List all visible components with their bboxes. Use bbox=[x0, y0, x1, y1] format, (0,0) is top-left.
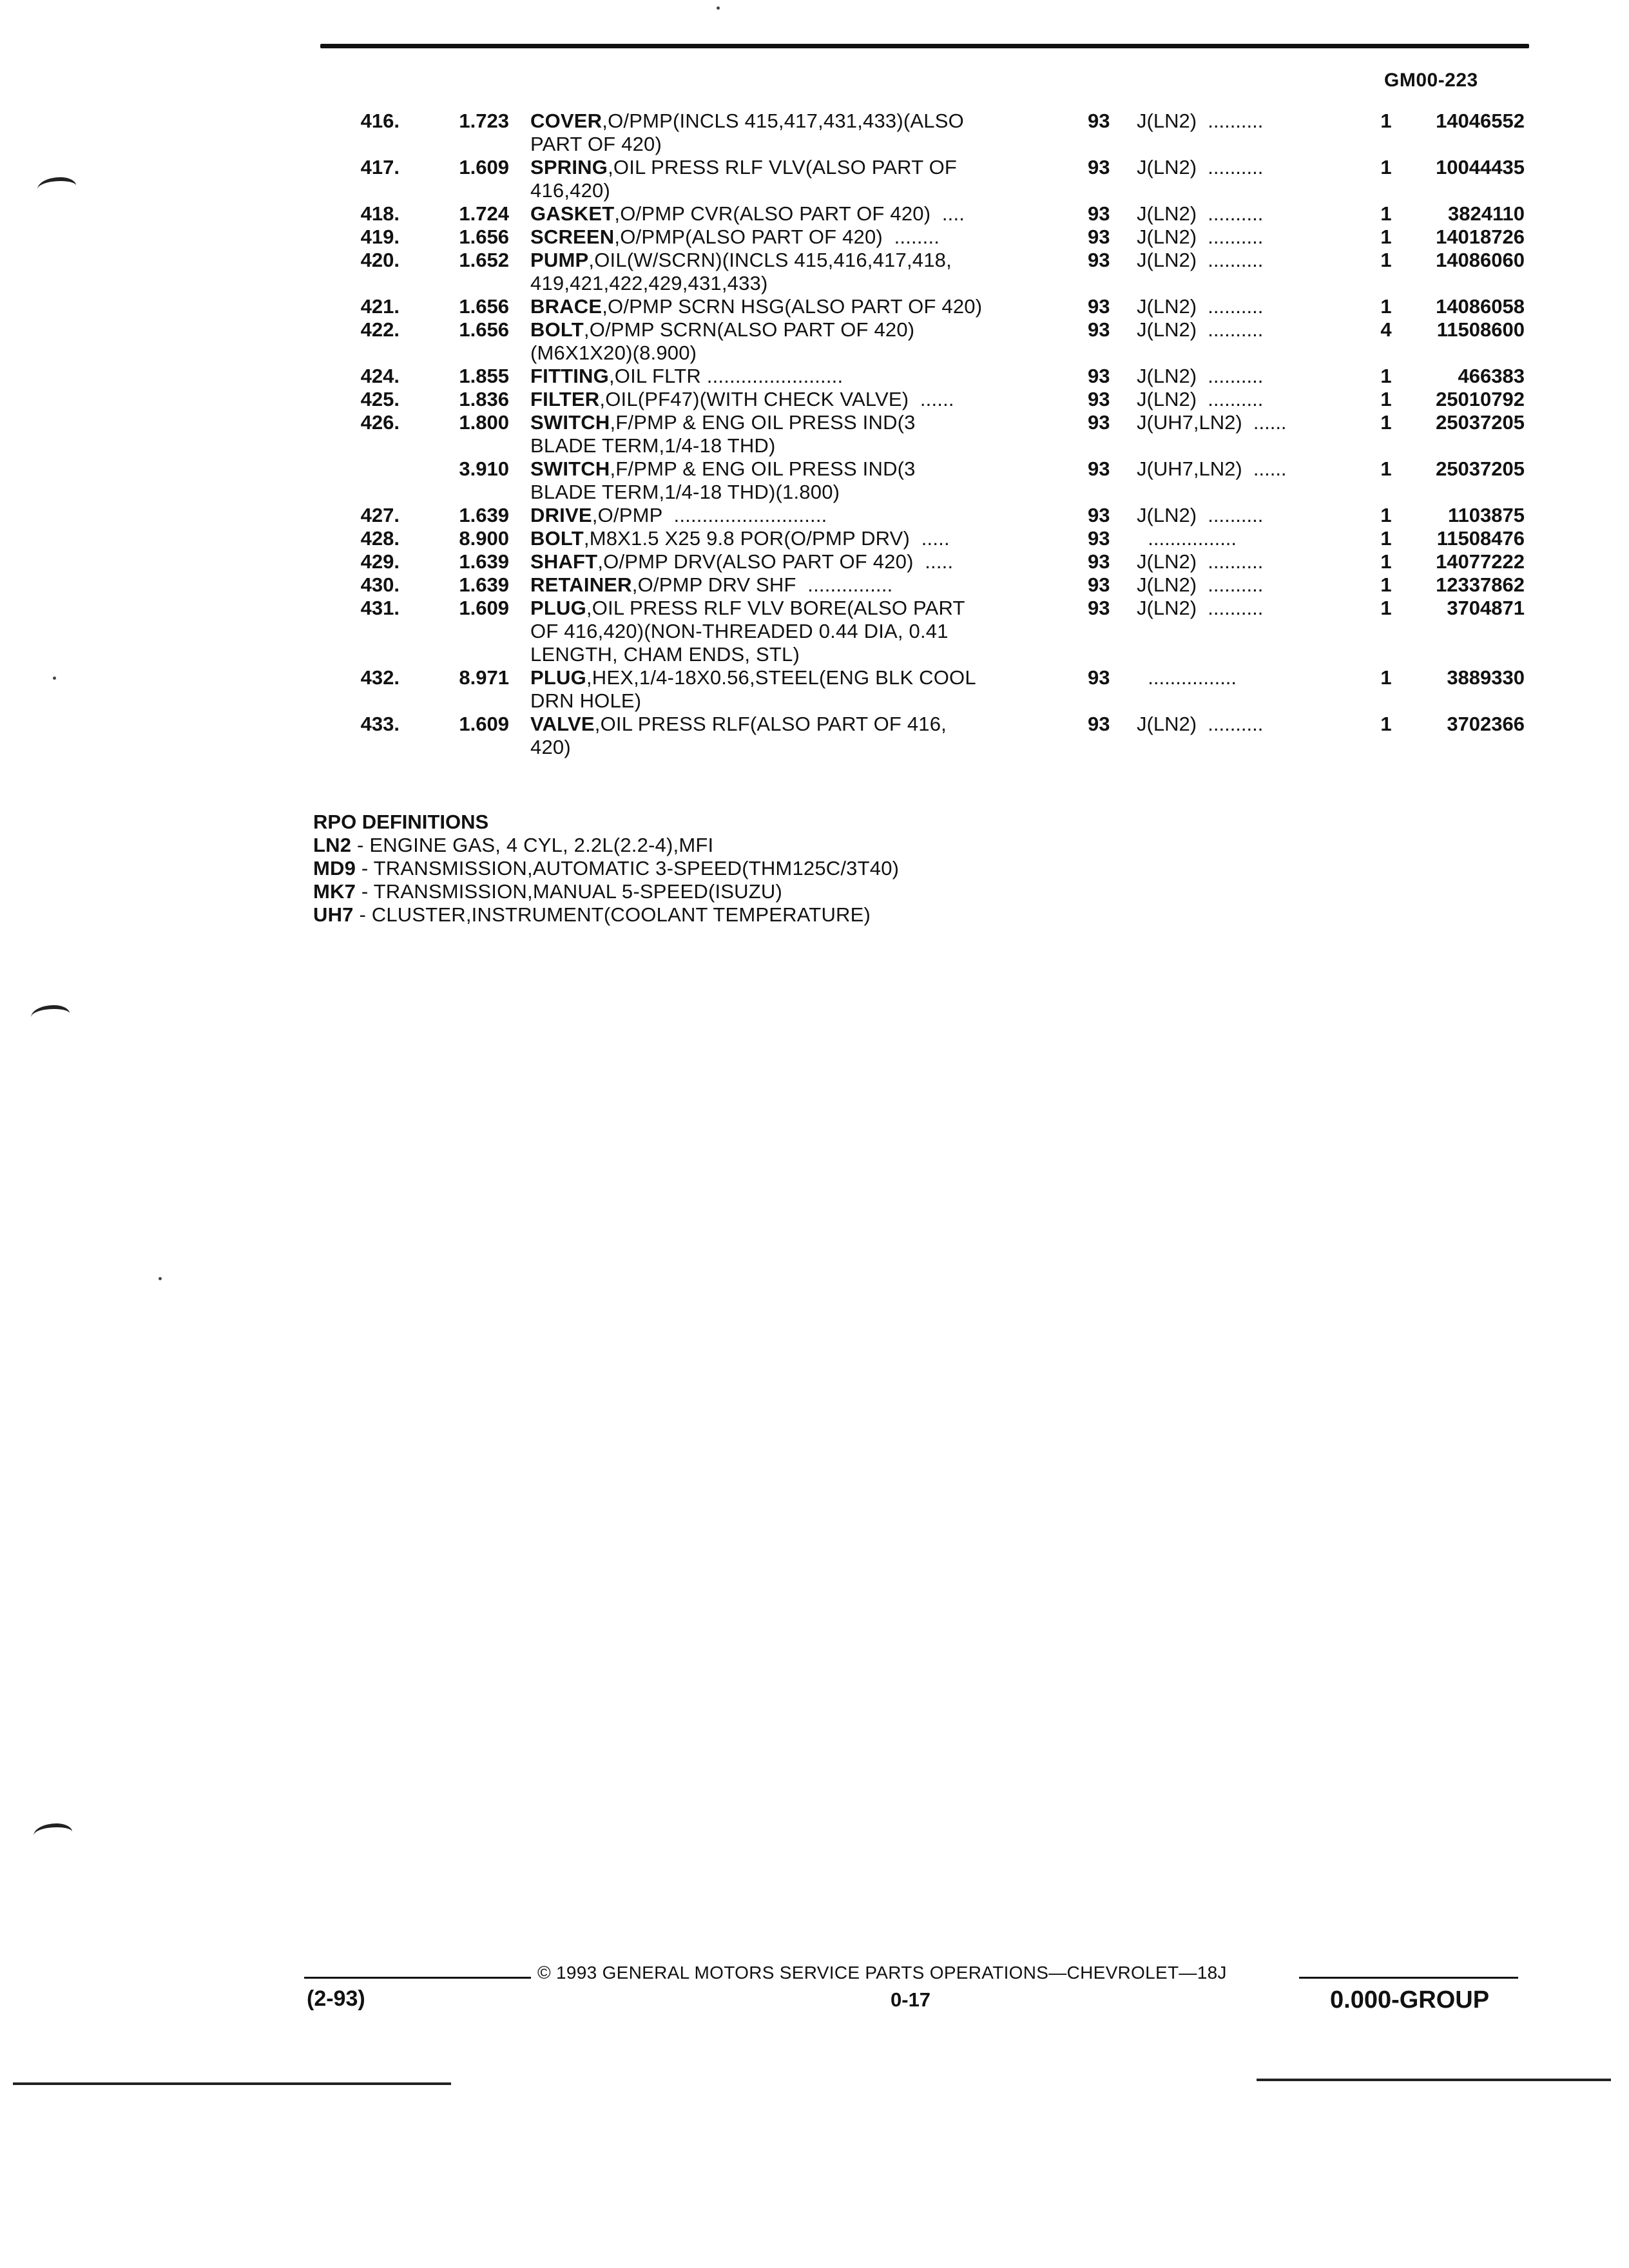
part-ref: 425. bbox=[360, 388, 400, 410]
part-description bbox=[530, 550, 1059, 573]
part-group: 1.639 bbox=[459, 550, 509, 573]
part-qty: 1 bbox=[1380, 666, 1392, 689]
part-group: 1.656 bbox=[459, 226, 509, 248]
part-description bbox=[530, 504, 1059, 527]
part-description bbox=[530, 202, 1059, 226]
rpo-code: UH7 bbox=[313, 903, 354, 926]
rpo-item bbox=[313, 880, 899, 903]
part-qty: 1 bbox=[1380, 156, 1392, 178]
part-application: J(UH7,LN2) ...... bbox=[1137, 457, 1287, 480]
part-year: 93 bbox=[1088, 202, 1110, 225]
part-qty: 1 bbox=[1380, 365, 1392, 387]
part-name: COVER bbox=[530, 110, 602, 132]
rpo-list bbox=[313, 834, 899, 927]
part-application: J(LN2) .......... bbox=[1137, 226, 1264, 248]
part-row bbox=[0, 110, 1629, 156]
part-application: J(LN2) .......... bbox=[1137, 388, 1264, 410]
part-application: J(LN2) .......... bbox=[1137, 573, 1264, 596]
part-year: 93 bbox=[1088, 666, 1110, 689]
part-application: J(LN2) .......... bbox=[1137, 713, 1264, 735]
rpo-definitions bbox=[313, 811, 899, 927]
parts-table bbox=[0, 110, 1629, 759]
part-name: GASKET bbox=[530, 202, 615, 225]
part-name: FILTER bbox=[530, 388, 600, 410]
part-name: VALVE bbox=[530, 713, 595, 735]
part-description bbox=[530, 597, 1059, 666]
page-id: GM00-223 bbox=[1384, 70, 1478, 91]
part-number: 3824110 bbox=[1448, 202, 1525, 225]
part-ref: 426. bbox=[360, 411, 400, 434]
part-description bbox=[530, 365, 1059, 388]
part-number: 14086058 bbox=[1436, 295, 1525, 318]
part-qty: 1 bbox=[1380, 411, 1392, 434]
part-name: SCREEN bbox=[530, 226, 615, 248]
part-application: J(LN2) .......... bbox=[1137, 295, 1264, 318]
part-year: 93 bbox=[1088, 504, 1110, 526]
part-detail: ,OIL(PF47)(WITH CHECK VALVE) ...... bbox=[599, 388, 954, 410]
issue-date: (2-93) bbox=[307, 1986, 365, 2011]
part-ref: 427. bbox=[360, 504, 400, 526]
part-ref: 422. bbox=[360, 318, 400, 341]
part-row bbox=[0, 226, 1629, 249]
part-qty: 1 bbox=[1380, 249, 1392, 271]
part-group: 1.800 bbox=[459, 411, 509, 434]
part-number: 14018726 bbox=[1436, 226, 1525, 248]
part-group: 1.609 bbox=[459, 713, 509, 735]
part-ref: 416. bbox=[360, 110, 400, 132]
part-year: 93 bbox=[1088, 550, 1110, 573]
part-qty: 1 bbox=[1380, 202, 1392, 225]
part-group: 1.639 bbox=[459, 573, 509, 596]
part-application: J(LN2) .......... bbox=[1137, 318, 1264, 341]
part-detail: ,O/PMP DRV SHF ............... bbox=[631, 573, 893, 596]
part-number: 1103875 bbox=[1448, 504, 1525, 526]
part-detail: ,OIL FLTR ........................ bbox=[608, 365, 843, 387]
part-description bbox=[530, 318, 1059, 365]
part-detail: ,O/PMP(INCLS 415,417,431,433)(ALSO PART OF 420) bbox=[530, 110, 964, 155]
part-qty: 1 bbox=[1380, 457, 1392, 480]
part-group: 1.609 bbox=[459, 597, 509, 619]
part-name: RETAINER bbox=[530, 573, 632, 596]
part-detail: ,OIL PRESS RLF VLV(ALSO PART OF 416,420) bbox=[530, 156, 958, 202]
part-name: DRIVE bbox=[530, 504, 592, 526]
part-application: J(LN2) .......... bbox=[1137, 249, 1264, 271]
part-description bbox=[530, 156, 1059, 202]
footer-rule-right bbox=[1299, 1977, 1518, 1979]
part-application: ................ bbox=[1137, 527, 1237, 550]
part-row bbox=[0, 527, 1629, 550]
part-ref: 429. bbox=[360, 550, 400, 573]
rpo-item bbox=[313, 834, 899, 857]
rpo-code: LN2 bbox=[313, 834, 352, 856]
part-application: ................ bbox=[1137, 666, 1237, 689]
part-number: 3704871 bbox=[1447, 597, 1525, 619]
part-detail: ,F/PMP & ENG OIL PRESS IND(3 BLADE TERM,1/4-18 THD)(1.800) bbox=[530, 457, 916, 503]
part-ref: 424. bbox=[360, 365, 400, 387]
rpo-item bbox=[313, 857, 899, 880]
part-detail: ,HEX,1/4-18X0.56,STEEL(ENG BLK COOL DRN HOLE) bbox=[530, 666, 976, 712]
part-application: J(UH7,LN2) ...... bbox=[1137, 411, 1287, 434]
part-year: 93 bbox=[1088, 318, 1110, 341]
part-ref: 432. bbox=[360, 666, 400, 689]
part-number: 25010792 bbox=[1436, 388, 1525, 410]
part-name: SWITCH bbox=[530, 457, 610, 480]
part-group: 1.724 bbox=[459, 202, 509, 225]
rpo-text: - TRANSMISSION,AUTOMATIC 3-SPEED(THM125C/3T40) bbox=[356, 857, 900, 879]
part-number: 25037205 bbox=[1436, 411, 1525, 434]
part-row bbox=[0, 666, 1629, 713]
part-application: J(LN2) .......... bbox=[1137, 550, 1264, 573]
part-detail: ,F/PMP & ENG OIL PRESS IND(3 BLADE TERM,1/4-18 THD) bbox=[530, 411, 916, 457]
part-group: 1.836 bbox=[459, 388, 509, 410]
part-description bbox=[530, 110, 1059, 156]
part-row bbox=[0, 202, 1629, 226]
part-detail: ,OIL PRESS RLF VLV BORE(ALSO PART OF 416,420)(NON-THREADED 0.44 DIA, 0.41 LENGTH, CHAM ENDS, STL) bbox=[530, 597, 965, 666]
part-description bbox=[530, 527, 1059, 550]
rpo-text: - TRANSMISSION,MANUAL 5-SPEED(ISUZU) bbox=[356, 880, 782, 903]
part-year: 93 bbox=[1088, 411, 1110, 434]
rpo-code: MD9 bbox=[313, 857, 356, 879]
part-name: BOLT bbox=[530, 318, 584, 341]
part-detail: ,O/PMP SCRN HSG(ALSO PART OF 420) bbox=[602, 295, 983, 318]
part-year: 93 bbox=[1088, 573, 1110, 596]
part-row bbox=[0, 713, 1629, 759]
part-application: J(LN2) .......... bbox=[1137, 110, 1264, 132]
part-application: J(LN2) .......... bbox=[1137, 365, 1264, 387]
part-detail: ,O/PMP SCRN(ALSO PART OF 420) (M6X1X20)(8.900) bbox=[530, 318, 915, 364]
part-number: 14077222 bbox=[1436, 550, 1525, 573]
part-qty: 1 bbox=[1380, 388, 1392, 410]
part-name: SWITCH bbox=[530, 411, 610, 434]
part-year: 93 bbox=[1088, 597, 1110, 619]
part-year: 93 bbox=[1088, 527, 1110, 550]
part-qty: 1 bbox=[1380, 226, 1392, 248]
part-row bbox=[0, 504, 1629, 527]
part-description bbox=[530, 388, 1059, 411]
part-detail: ,O/PMP CVR(ALSO PART OF 420) .... bbox=[614, 202, 965, 225]
part-group: 3.910 bbox=[459, 457, 509, 480]
part-name: PUMP bbox=[530, 249, 589, 271]
part-qty: 1 bbox=[1380, 573, 1392, 596]
scan-speck bbox=[53, 677, 56, 680]
part-description bbox=[530, 457, 1059, 504]
part-group: 1.656 bbox=[459, 318, 509, 341]
part-group: 1.723 bbox=[459, 110, 509, 132]
rpo-text: - CLUSTER,INSTRUMENT(COOLANT TEMPERATURE) bbox=[353, 903, 871, 926]
part-group: 1.639 bbox=[459, 504, 509, 526]
rpo-title: RPO DEFINITIONS bbox=[313, 811, 489, 833]
part-detail: ,OIL PRESS RLF(ALSO PART OF 416, 420) bbox=[530, 713, 947, 758]
part-ref: 417. bbox=[360, 156, 400, 178]
part-description bbox=[530, 573, 1059, 597]
scan-speck bbox=[717, 6, 720, 10]
part-ref: 419. bbox=[360, 226, 400, 248]
part-ref: 421. bbox=[360, 295, 400, 318]
part-row bbox=[0, 295, 1629, 318]
part-number: 466383 bbox=[1458, 365, 1525, 387]
scan-speck bbox=[159, 1277, 162, 1280]
part-description bbox=[530, 411, 1059, 457]
part-row bbox=[0, 597, 1629, 666]
part-name: PLUG bbox=[530, 597, 586, 619]
part-ref: 428. bbox=[360, 527, 400, 550]
part-row bbox=[0, 550, 1629, 573]
part-ref: 418. bbox=[360, 202, 400, 225]
bottom-rule-right bbox=[1257, 2079, 1611, 2081]
part-row bbox=[0, 573, 1629, 597]
part-row bbox=[0, 156, 1629, 202]
copyright: © 1993 GENERAL MOTORS SERVICE PARTS OPERATIONS—CHEVROLET—18J bbox=[537, 1963, 1227, 1983]
part-detail: ,O/PMP DRV(ALSO PART OF 420) ..... bbox=[597, 550, 954, 573]
part-ref: 433. bbox=[360, 713, 400, 735]
rpo-item bbox=[313, 903, 899, 927]
part-name: PLUG bbox=[530, 666, 586, 689]
part-number: 10044435 bbox=[1436, 156, 1525, 178]
footer-rule-left bbox=[304, 1977, 531, 1979]
part-number: 3889330 bbox=[1447, 666, 1525, 689]
part-qty: 4 bbox=[1380, 318, 1392, 341]
part-group: 1.855 bbox=[459, 365, 509, 387]
part-name: FITTING bbox=[530, 365, 609, 387]
part-name: SPRING bbox=[530, 156, 608, 178]
part-qty: 1 bbox=[1380, 527, 1392, 550]
part-ref: 430. bbox=[360, 573, 400, 596]
part-description bbox=[530, 249, 1059, 295]
part-detail: ,OIL(W/SCRN)(INCLS 415,416,417,418, 419,421,422,429,431,433) bbox=[530, 249, 952, 294]
bottom-rule-left bbox=[13, 2082, 451, 2085]
header-rule bbox=[320, 44, 1529, 48]
part-number: 3702366 bbox=[1447, 713, 1525, 735]
part-number: 11508600 bbox=[1436, 318, 1525, 341]
part-year: 93 bbox=[1088, 110, 1110, 132]
part-year: 93 bbox=[1088, 365, 1110, 387]
rpo-code: MK7 bbox=[313, 880, 356, 903]
part-description bbox=[530, 713, 1059, 759]
part-number: 14046552 bbox=[1436, 110, 1525, 132]
part-detail: ,M8X1.5 X25 9.8 POR(O/PMP DRV) ..... bbox=[583, 527, 950, 550]
part-qty: 1 bbox=[1380, 597, 1392, 619]
part-year: 93 bbox=[1088, 249, 1110, 271]
page-number: 0-17 bbox=[891, 1988, 931, 2011]
rpo-text: - ENGINE GAS, 4 CYL, 2.2L(2.2-4),MFI bbox=[351, 834, 714, 856]
part-row bbox=[0, 365, 1629, 388]
part-number: 12337862 bbox=[1436, 573, 1525, 596]
part-description bbox=[530, 666, 1059, 713]
part-qty: 1 bbox=[1380, 550, 1392, 573]
part-application: J(LN2) .......... bbox=[1137, 156, 1264, 178]
part-group: 8.971 bbox=[459, 666, 509, 689]
part-year: 93 bbox=[1088, 156, 1110, 178]
part-name: SHAFT bbox=[530, 550, 598, 573]
part-qty: 1 bbox=[1380, 295, 1392, 318]
part-year: 93 bbox=[1088, 226, 1110, 248]
part-detail: ,O/PMP(ALSO PART OF 420) ........ bbox=[614, 226, 940, 248]
part-group: 1.652 bbox=[459, 249, 509, 271]
part-name: BRACE bbox=[530, 295, 602, 318]
part-group: 8.900 bbox=[459, 527, 509, 550]
part-number: 14086060 bbox=[1436, 249, 1525, 271]
scan-mark bbox=[31, 1005, 70, 1026]
part-group: 1.609 bbox=[459, 156, 509, 178]
part-description bbox=[530, 295, 1059, 318]
part-row bbox=[0, 457, 1629, 504]
part-row bbox=[0, 411, 1629, 457]
part-application: J(LN2) .......... bbox=[1137, 504, 1264, 526]
scan-mark bbox=[34, 1823, 72, 1844]
part-name: BOLT bbox=[530, 527, 584, 550]
part-row bbox=[0, 318, 1629, 365]
part-row bbox=[0, 388, 1629, 411]
part-qty: 1 bbox=[1380, 713, 1392, 735]
part-year: 93 bbox=[1088, 457, 1110, 480]
part-application: J(LN2) .......... bbox=[1137, 202, 1264, 225]
part-ref: 420. bbox=[360, 249, 400, 271]
part-row bbox=[0, 249, 1629, 295]
part-number: 11508476 bbox=[1436, 527, 1525, 550]
part-description bbox=[530, 226, 1059, 249]
part-group: 1.656 bbox=[459, 295, 509, 318]
part-year: 93 bbox=[1088, 713, 1110, 735]
part-year: 93 bbox=[1088, 388, 1110, 410]
part-detail: ,O/PMP ........................... bbox=[592, 504, 827, 526]
group-label: 0.000-GROUP bbox=[1330, 1986, 1490, 2013]
part-number: 25037205 bbox=[1436, 457, 1525, 480]
part-qty: 1 bbox=[1380, 504, 1392, 526]
part-qty: 1 bbox=[1380, 110, 1392, 132]
part-application: J(LN2) .......... bbox=[1137, 597, 1264, 619]
part-year: 93 bbox=[1088, 295, 1110, 318]
part-ref: 431. bbox=[360, 597, 400, 619]
